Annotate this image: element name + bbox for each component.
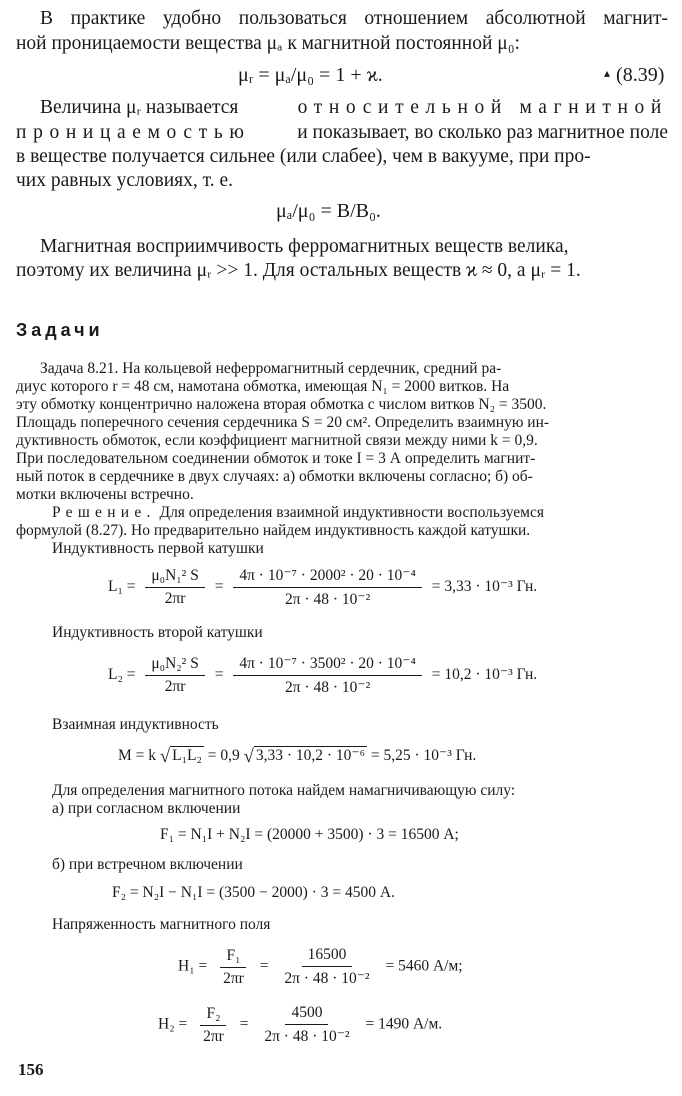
relative-line-1 — [40, 97, 668, 119]
relative-text-2: и показывает, во сколько раз магнитное поле — [297, 122, 668, 143]
m-lhs: M = k — [118, 747, 157, 764]
l1-lhs: L₁ = — [108, 578, 136, 596]
f-label-1: Для определения магнитного потока найдем намагничивающую силу: — [52, 782, 516, 799]
l1-result: = 3,33 · 10⁻³ Гн. — [431, 578, 538, 596]
task-line-1: Задача 8.21. На кольцевой неферромагнитный сердечник, средний ра- — [40, 360, 502, 377]
f-label-2: а) при согласном включении — [52, 800, 241, 817]
l1-fraction-1: $\frac{\text{μ₀N₁² S}}{2\pi r}$ — [145, 567, 204, 608]
task-line-8: мотки включены встречно. — [16, 486, 194, 503]
equation-h2: H₂ = $\frac{\text{F₂}}{2\pi r}$ = $\frac{4500}{\text{2π · 48 · 10⁻²}}$ = 1490 А/м. — [158, 1004, 443, 1045]
l1-fraction-2: $\frac{\text{4π · 10⁻⁷ · 2000² · 20 · 10⁻⁴}}{\text{2π · 48 · 10⁻²}}$ — [233, 566, 422, 609]
suscept-line-2: поэтому их величина μᵣ >> 1. Для остальных веществ ϰ ≈ 0, а μᵣ = 1. — [16, 260, 581, 281]
task-line-5: дуктивность обмоток, если коэффициент магнитной связи между ними k = 0,9. — [16, 432, 538, 449]
solution-rest: Для определения взаимной индуктивности воспользуемся — [159, 504, 545, 521]
sqrt-l1l2: √ L₁L₂ — [159, 746, 202, 767]
equation-l1: L₁ = $\frac{\text{μ₀N₁² S}}{2\pi r}$ = $\frac{\text{4π · 10⁻⁷ · 2000² · 20 · 10⁻⁴}}{\text{2π · 48 · 10⁻²}}$ = 3,33 · 10⁻³ Гн. — [108, 567, 538, 608]
solution-line-1 — [52, 504, 544, 522]
l1-label: Индуктивность первой катушки — [52, 540, 264, 557]
equation-f1: F₁ = N₁I + N₂I = (20000 + 3500) · 3 = 16500 А; — [160, 826, 459, 843]
h2-fraction-1: $\frac{\text{F₂}}{2\pi r}$ — [197, 1005, 230, 1046]
equation-8-39: μᵣ = μₐ/μ₀ = 1 + ϰ. — [238, 64, 383, 86]
equation-m: M = k √ L₁L₂ = 0,9 √ 3,33 · 10,2 · 10⁻⁶ = 5,25 · 10⁻³ Гн. — [118, 746, 477, 767]
relative-term: относительной магнитной — [297, 97, 668, 118]
h-label: Напряженность магнитного поля — [52, 916, 271, 933]
intro-line-1: В практике удобно пользоваться отношением абсолютной магнит- — [40, 8, 668, 29]
section-heading: Задачи — [16, 320, 104, 340]
f-label-3: б) при встречном включении — [52, 856, 243, 873]
equation-f2: F₂ = N₂I − N₁I = (3500 − 2000) · 3 = 4500 А. — [112, 884, 395, 901]
m-result: = 5,25 · 10⁻³ Гн. — [370, 747, 477, 764]
l2-fraction-2: $\frac{\text{4π · 10⁻⁷ · 3500² · 20 · 10⁻⁴}}{\text{2π · 48 · 10⁻²}}$ — [233, 654, 422, 697]
solution-line-2: формулой (8.27). Но предварительно найдем индуктивность каждой катушки. — [16, 522, 531, 539]
task-line-3: эту обмотку концентрично наложена вторая обмотка с числом витков N₂ = 3500. — [16, 396, 547, 413]
equation-l2: L₂ = $\frac{\text{μ₀N₂² S}}{2\pi r}$ = $\frac{\text{4π · 10⁻⁷ · 3500² · 20 · 10⁻⁴}}{\text{2π · 48 · 10⁻²}}$ = 10,2 · 10⁻³ Гн. — [108, 655, 538, 696]
relative-text: Величина μᵣ называется — [40, 97, 239, 118]
task-line-2: диус которого r = 48 см, намотана обмотка, имеющая N₁ = 2000 витков. На — [16, 378, 510, 395]
equation-number: ▴ (8.39) — [604, 64, 665, 86]
task-line-4: Площадь поперечного сечения сердечника S = 20 см². Определить взаимную ин- — [16, 414, 550, 431]
h1-fraction-2: $\frac{16500}{\text{2π · 48 · 10⁻²}}$ — [284, 946, 370, 987]
l2-label: Индуктивность второй катушки — [52, 624, 263, 641]
suscept-line-1: Магнитная восприимчивость ферромагнитных веществ велика, — [40, 236, 569, 257]
solution-word: Решение. — [52, 504, 156, 521]
relative-line-3: в веществе получается сильнее (или слабее), чем в вакууме, при про- — [16, 146, 591, 167]
h1-fraction-1: $\frac{\text{F₁}}{2\pi r}$ — [217, 947, 250, 988]
h1-lhs: H₁ = — [178, 957, 208, 975]
page-number: 156 — [18, 1060, 44, 1079]
l2-fraction-1: $\frac{\text{μ₀N₂² S}}{2\pi r}$ — [145, 655, 204, 696]
sqrt-product: √ 3,33 · 10,2 · 10⁻⁶ — [243, 746, 366, 767]
intro-line-2: ной проницаемости вещества μₐ к магнитной постоянной μ₀: — [16, 33, 520, 54]
h1-result: = 5460 А/м; — [385, 957, 463, 975]
h2-lhs: H₂ = — [158, 1015, 188, 1033]
m-label: Взаимная индуктивность — [52, 716, 219, 733]
task-line-7: ный поток в сердечнике в двух случаях: а) обмотки включены согласно; б) об- — [16, 468, 533, 485]
equation-marker-icon: ▴ — [604, 66, 611, 80]
equation-ratio: μₐ/μ₀ = B/B₀. — [276, 200, 381, 222]
relative-line-4: чих равных условиях, т. е. — [16, 170, 233, 191]
relative-line-2 — [16, 122, 668, 144]
relative-term-2: проницаемостью — [16, 122, 251, 143]
h2-result: = 1490 А/м. — [365, 1015, 443, 1033]
h2-fraction-2: $\frac{4500}{\text{2π · 48 · 10⁻²}}$ — [264, 1004, 350, 1045]
l2-lhs: L₂ = — [108, 666, 136, 684]
l2-result: = 10,2 · 10⁻³ Гн. — [431, 666, 538, 684]
equation-h1: H₁ = $\frac{\text{F₁}}{2\pi r}$ = $\frac{16500}{\text{2π · 48 · 10⁻²}}$ = 5460 А/м; — [178, 946, 463, 987]
task-line-6: При последовательном соединении обмоток и токе I = 3 А определить магнит- — [16, 450, 536, 467]
